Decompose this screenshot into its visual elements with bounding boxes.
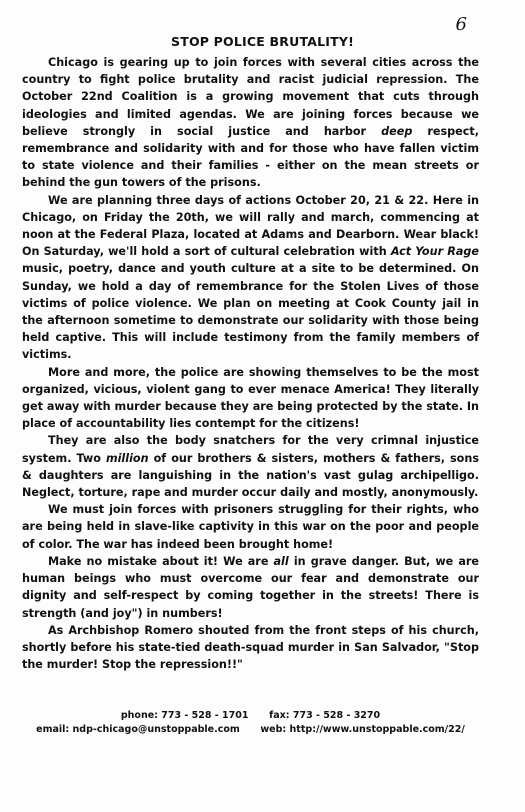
fax-label: fax: — [269, 710, 290, 721]
paragraph: We must join forces with prisoners struggling for their rights, who are being held in slave-like captivity in this war on the poor and people of color. The war has indeed been brought home! — [22, 503, 479, 551]
contact-line-email-web — [22, 724, 479, 735]
web-address: http://www.unstoppable.com/22/ — [289, 724, 465, 735]
email-address: ndp-chicago@unstoppable.com — [72, 724, 240, 735]
web-label: web: — [260, 724, 287, 735]
paragraph: Chicago is gearing up to join forces with several cities across the country to fight police brutality and racist judicial repression. The October 22nd Coalition is a growing movement that cuts through ideologies and limited agendas. We are joining forces because we believe strongly in social justice and harbor deep respect, remembrance and solidarity with and for those who have fallen victim to state violence and their families - either on the mean streets or behind the gun towers of the prisons. — [22, 56, 479, 190]
paragraph: More and more, the police are showing themselves to be the most organized, vicious, violent gang to ever menace America! They literally get away with murder because they are being protected by the state. In place of accountability lies contempt for the citizens! — [22, 365, 479, 431]
phone-label: phone: — [120, 710, 158, 721]
page-number: 6 — [455, 14, 467, 35]
article-body — [22, 54, 479, 673]
contact-line-phone-fax — [22, 710, 479, 721]
email-label: email: — [36, 724, 70, 735]
phone-number: 773 - 528 - 1701 — [161, 710, 249, 721]
paragraph: Make no mistake about it! We are all in grave danger. But, we are human beings who must overcome our fear and demonstrate our dignity and self-respect by coming together in the streets! There is strength (and joy") in numbers! — [22, 554, 479, 620]
paragraph: We are planning three days of actions October 20, 21 & 22. Here in Chicago, on Friday the 20th, we will rally and march, commencing at noon at the Federal Plaza, located at Adams and Dearborn. Wear black! On Saturday, we'll hold a sort of cultural celebration with Act Your Rage music, poetry, dance and youth culture at a site to be determined. On Sunday, we hold a day of remembrance for the Stolen Lives of those victims of police violence. We plan on meeting at Cook County jail in the afternoon sometime to demonstrate our solidarity with those being held captive. This will include testimony from the family members of victims. — [22, 193, 479, 362]
paragraph: They are also the body snatchers for the very crimnal injustice system. Two million of our brothers & sisters, mothers & fathers, sons & daughters are languishing in the nation's vast gulag archipelligo. Neglect, torture, rape and murder occur daily and mostly, anonymously. — [22, 434, 479, 500]
paragraph: As Archbishop Romero shouted from the front steps of his church, shortly before his state-tied death-squad murder in San Salvador, "Stop the murder! Stop the repression!!" — [22, 623, 479, 672]
fax-number: 773 - 528 - 3270 — [292, 710, 381, 721]
document-title: STOP POLICE BRUTALITY! — [171, 34, 354, 49]
